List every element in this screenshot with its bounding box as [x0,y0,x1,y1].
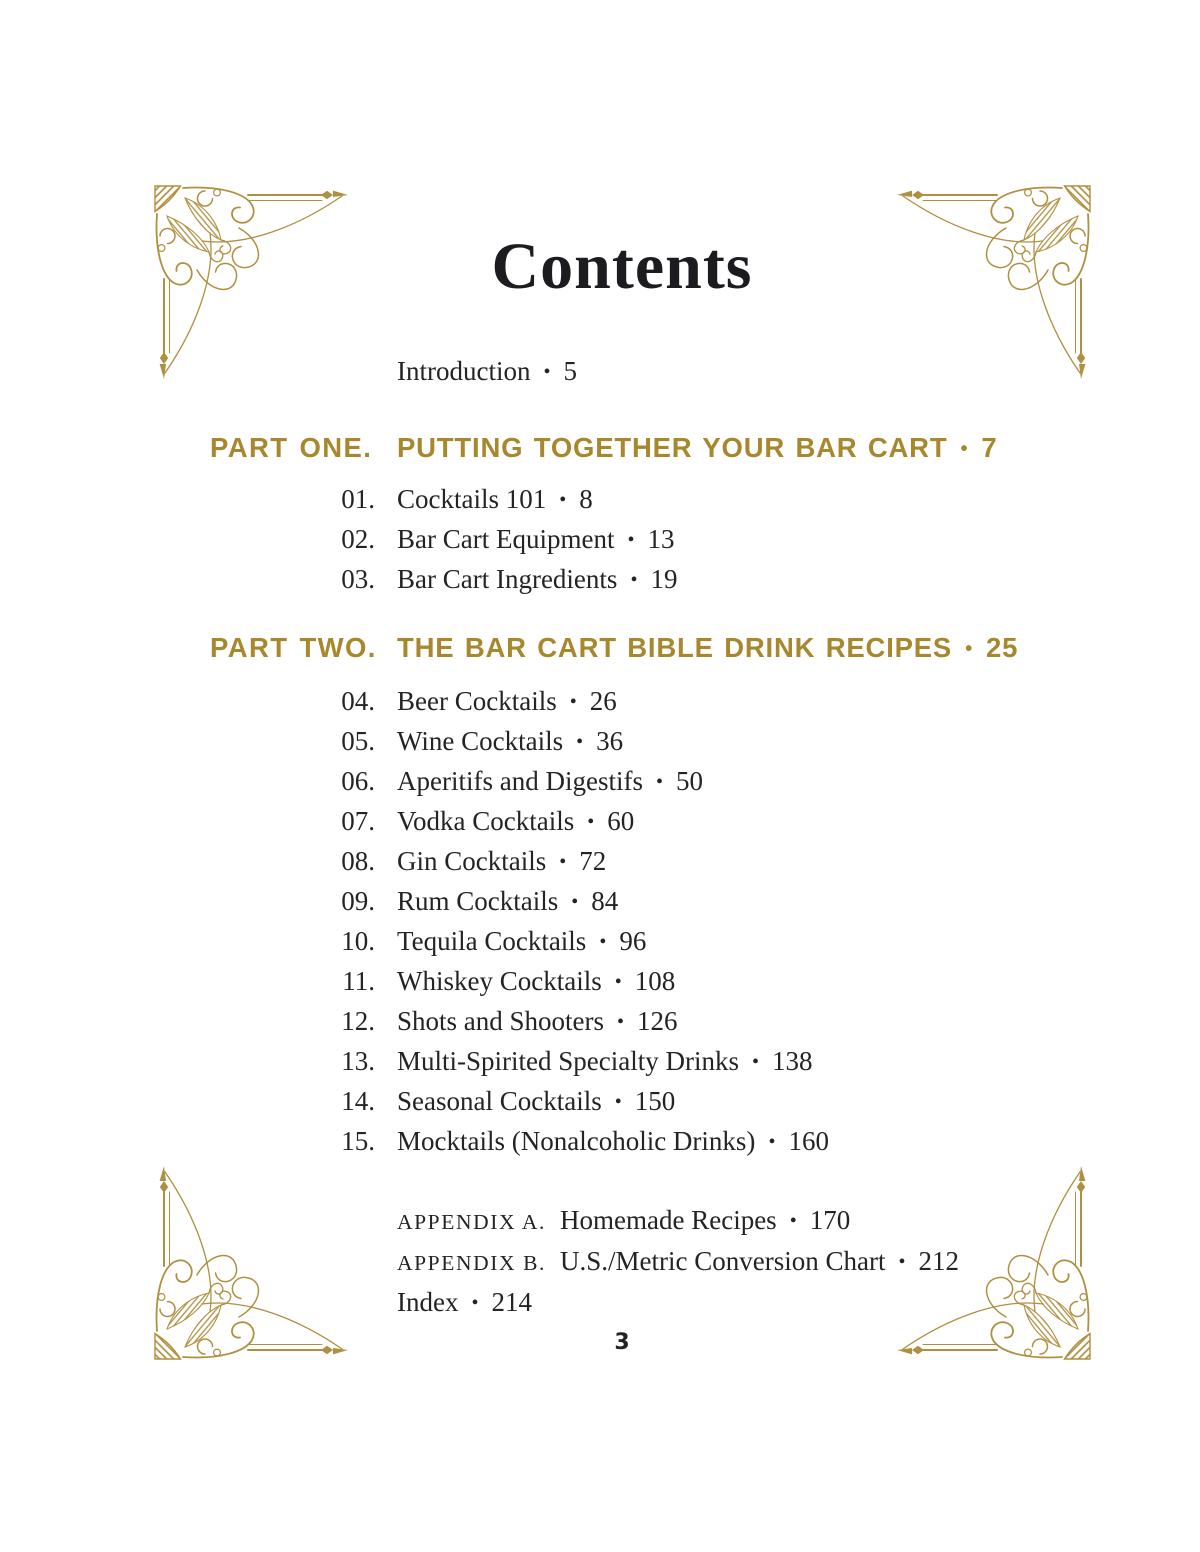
bullet-separator: • [655,771,663,794]
bullet-separator: • [543,361,551,384]
toc-chapter-row [0,1042,1200,1082]
toc-part-one-heading [0,431,1200,466]
chapter-page: 138 [771,1046,813,1077]
chapter-title: Aperitifs and Digestifs [397,766,643,797]
chapter-title: Seasonal Cocktails [397,1086,602,1117]
chapter-title: Shots and Shooters [397,1006,605,1037]
toc-chapter-row [0,882,1200,922]
chapter-entry [397,962,675,1002]
bullet-separator: • [471,1292,479,1315]
toc-chapter-row [0,1122,1200,1162]
bullet-separator: • [627,529,635,552]
toc-appendix-a-row [0,1201,1200,1242]
chapter-entry [397,922,646,962]
chapter-page: 60 [607,806,635,837]
index-page: 214 [491,1287,532,1318]
bullet-separator: • [630,569,638,592]
bullet-separator: • [571,891,579,914]
appendix-b-page: 212 [918,1246,959,1277]
chapter-title: Tequila Cocktails [397,926,587,957]
toc-chapter-row [0,682,1200,722]
appendix-a-title: Homemade Recipes [560,1205,777,1236]
bullet-separator: • [587,811,595,834]
bullet-separator: • [898,1251,906,1274]
toc-chapter-row [0,1082,1200,1122]
bullet-separator: • [576,731,584,754]
chapter-page: 126 [637,1006,678,1037]
chapter-page: 160 [788,1126,829,1157]
chapter-page: 150 [634,1086,676,1117]
chapter-number: 03. [341,564,375,595]
chapter-page: 8 [579,483,593,514]
chapter-entry [397,682,617,722]
chapter-page: 84 [591,886,619,917]
chapter-title: Gin Cocktails [397,846,547,877]
chapter-number: 12. [341,1006,375,1037]
toc-chapter-row [0,922,1200,962]
chapter-title: Mocktails (Nonalcoholic Drinks) [397,1126,756,1157]
chapter-page: 13 [647,524,675,554]
chapter-title: Wine Cocktails [397,726,564,757]
page-number: 3 [614,1330,630,1355]
bullet-separator: • [789,1210,797,1233]
chapter-number: 08. [341,846,375,877]
toc-chapter-row [0,480,1200,520]
part-two-entry [397,631,1018,666]
chapter-title: Whiskey Cocktails [397,966,602,997]
bullet-separator: • [599,931,607,954]
chapter-entry [397,762,703,802]
index-title: Index [397,1287,459,1318]
chapter-entry [397,560,677,600]
part-one-label: PART ONE. [210,432,373,464]
bullet-separator: • [614,971,622,994]
chapter-entry [397,1082,675,1122]
chapter-entry [397,802,634,842]
chapter-number: 01. [341,483,375,514]
chapter-number: 06. [341,766,375,797]
intro-page: 5 [563,356,577,386]
chapter-number: 07. [341,806,375,837]
page-title: Contents [491,230,753,303]
chapter-page: 96 [619,926,647,957]
bullet-separator: • [559,851,567,874]
chapter-entry [397,480,593,520]
bullet-separator: • [751,1051,759,1074]
toc-intro-row [0,352,1200,392]
bullet-separator: • [559,489,567,511]
appendix-a-label: APPENDIX A. [397,1210,547,1235]
part-one-page: 7 [981,432,998,464]
toc-chapter-row [0,1002,1200,1042]
chapter-entry [397,520,674,560]
chapter-entry [397,1122,829,1162]
part-two-page: 25 [986,632,1019,664]
toc-chapter-row [0,962,1200,1002]
toc-chapter-row [0,520,1200,560]
chapter-number: 04. [341,686,375,716]
chapter-title: Rum Cocktails [397,886,559,917]
chapter-number: 05. [341,726,375,757]
part-two-label: PART TWO. [210,632,377,664]
toc-chapter-row [0,722,1200,762]
toc-chapter-row [0,560,1200,600]
part-one-title: PUTTING TOGETHER YOUR BAR CART [397,432,948,464]
chapter-number: 02. [341,524,375,554]
chapter-title: Multi-Spirited Specialty Drinks [397,1046,739,1077]
chapter-page: 19 [650,564,678,595]
toc-chapter-row [0,802,1200,842]
bullet-separator: • [614,1091,622,1114]
chapter-title: Bar Cart Ingredients [397,564,618,595]
chapter-number: 14. [341,1086,375,1117]
chapter-number: 11. [342,966,375,997]
chapter-page: 36 [596,726,624,757]
part-two-chapter-list [0,682,1200,1162]
chapter-number: 15. [341,1126,375,1157]
part-one-chapter-list [0,480,1200,600]
chapter-entry [397,882,618,922]
part-one-entry [397,431,998,466]
chapter-entry [397,722,623,762]
chapter-number: 09. [341,886,375,917]
bullet-separator: • [768,1131,776,1154]
backmatter-section [0,1201,1200,1323]
bullet-separator: • [960,437,969,460]
chapter-page: 50 [675,766,703,797]
bullet-separator: • [617,1011,625,1034]
chapter-entry [397,842,606,882]
chapter-title: Cocktails 101 [397,483,547,514]
chapter-number: 13. [341,1046,375,1077]
toc-appendix-b-row [0,1242,1200,1283]
toc-part-two-heading [0,631,1200,666]
appendix-a-page: 170 [809,1205,851,1236]
toc-index-row [0,1283,1200,1323]
appendix-b-title: U.S./Metric Conversion Chart [560,1246,886,1277]
chapter-number: 10. [341,926,375,957]
intro-title: Introduction [397,356,531,386]
chapter-entry [397,1042,812,1082]
part-two-title: THE BAR CART BIBLE DRINK RECIPES [397,632,953,664]
bullet-separator: • [965,638,974,660]
chapter-page: 72 [579,846,607,877]
bullet-separator: • [569,691,577,714]
chapter-entry [397,1002,678,1042]
appendix-b-label: APPENDIX B. [397,1251,547,1276]
chapter-title: Bar Cart Equipment [397,524,615,554]
chapter-title: Vodka Cocktails [397,806,575,837]
chapter-title: Beer Cocktails [397,686,557,716]
toc-chapter-row [0,762,1200,802]
chapter-page: 26 [589,686,617,716]
chapter-page: 108 [634,966,676,997]
toc-chapter-row [0,842,1200,882]
table-of-contents [0,352,1200,1323]
